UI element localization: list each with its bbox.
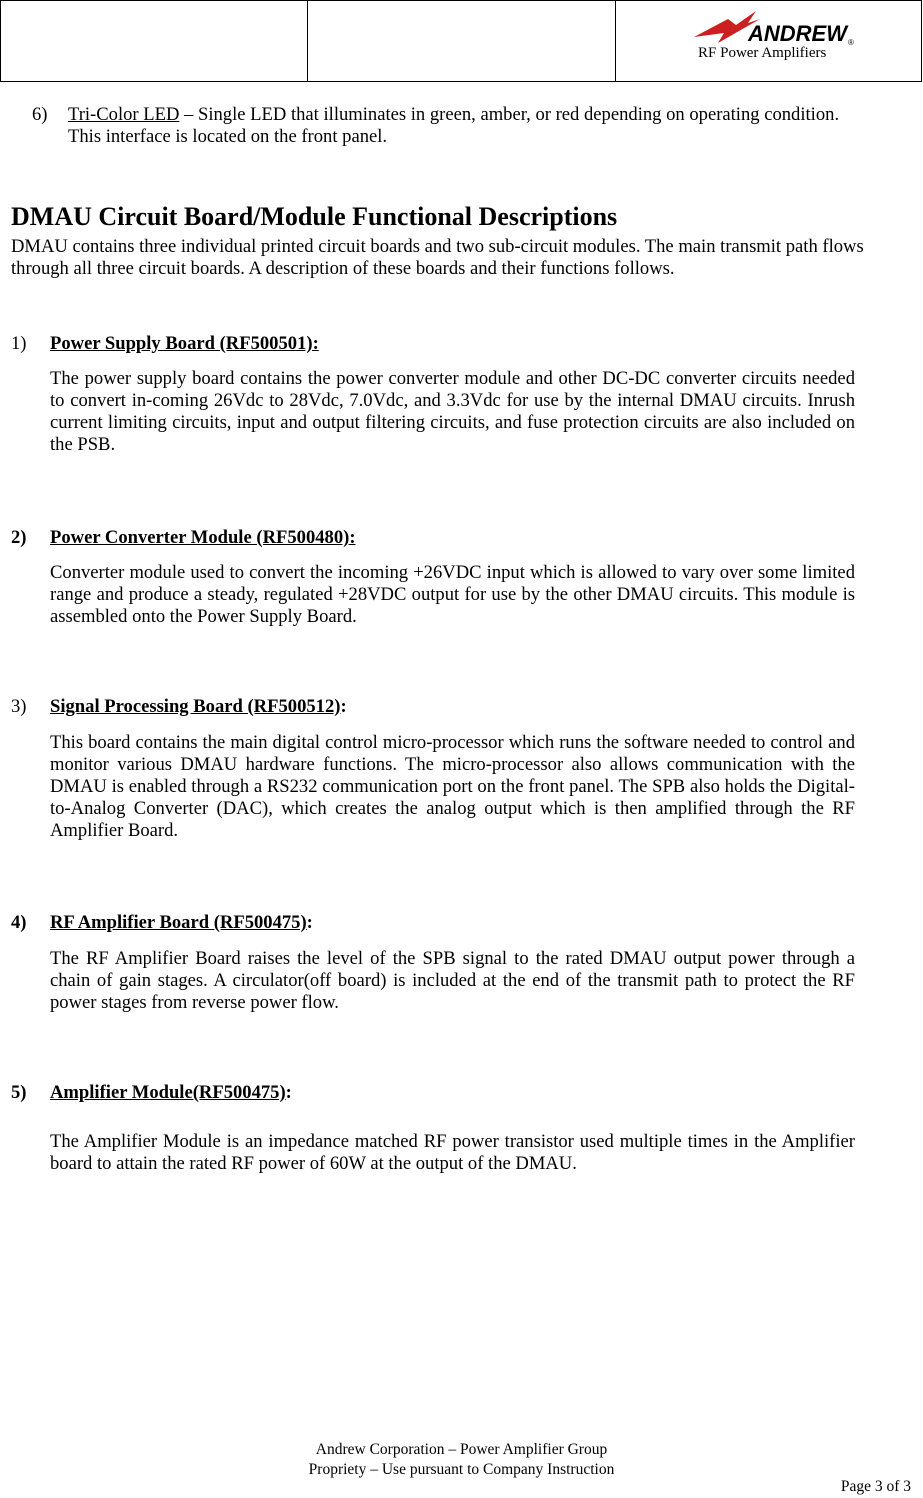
logo-wordmark: ANDREW (748, 21, 847, 46)
intro-item-title: Tri-Color LED (68, 104, 180, 125)
item-4-title: RF Amplifier Board (RF500475) (50, 912, 307, 933)
item-1-title-line (50, 333, 319, 355)
item-5-title-line (50, 1082, 292, 1104)
item-4-body: The RF Amplifier Board raises the level of the SPB signal to the rated DMAU output power through a chain of gain stages. A circulator(off board) is included at the end of the transmit path to protect the RF power stages from reverse power flow. (50, 948, 855, 1013)
section-intro: DMAU contains three individual printed circuit boards and two sub-circuit modules. The main transmit path flows through all three circuit boards. A description of these boards and their functions follows. (11, 236, 864, 279)
footer-line-2: Propriety – Use pursuant to Company Instruction (308, 1461, 615, 1478)
item-1-number: 1) (11, 333, 27, 354)
logo-trademark: ® (848, 38, 854, 47)
item-5-number: 5) (11, 1082, 27, 1103)
item-5-title-suffix: : (285, 1082, 292, 1103)
item-3-title: Signal Processing Board (RF500512) (50, 696, 341, 717)
item-1-title: Power Supply Board (RF500501): (50, 333, 319, 354)
item-2-number: 2) (11, 527, 27, 548)
andrew-logo (688, 7, 858, 49)
item-3-title-suffix: : (340, 696, 347, 717)
header-table (0, 0, 922, 82)
item-2-title-line (50, 527, 356, 549)
section-title: DMAU Circuit Board/Module Functional Descriptions (11, 202, 618, 231)
item-4-title-suffix: : (306, 912, 313, 933)
header-cell-left (1, 1, 308, 81)
logo-subtitle: RF Power Amplifiers (698, 45, 827, 61)
item-2-title: Power Converter Module (RF500480): (50, 527, 356, 548)
item-1-body: The power supply board contains the power converter module and other DC-DC converter circuits needed to convert in-coming 26Vdc to 28Vdc, 7.0Vdc, and 3.3Vdc for use by the internal DMAU circuits. Inrush current limiting circuits, input and output filtering circuits, and fuse protection circuits are also included on the PSB. (50, 368, 855, 455)
intro-item-text: – Single LED that illuminates in green, amber, or red depending on operating condition. This interface is located on the front panel. (68, 104, 840, 147)
intro-item-paragraph (68, 104, 863, 148)
item-2-body: Converter module used to convert the incoming +26VDC input which is allowed to vary over some limited range and produce a steady, regulated +28VDC output for use by the other DMAU circuits. This module is assembled onto the Power Supply Board. (50, 562, 855, 627)
item-4-title-line (50, 912, 313, 934)
item-5-body: The Amplifier Module is an impedance matched RF power transistor used multiple times in the Amplifier board to attain the rated RF power of 60W at the output of the DMAU. (50, 1131, 855, 1174)
item-4-number: 4) (11, 912, 27, 933)
header-cell-middle (308, 1, 616, 81)
footer-line-1: Andrew Corporation – Power Amplifier Group (315, 1441, 608, 1458)
item-3-title-line (50, 696, 347, 718)
item-3-number: 3) (11, 696, 27, 717)
item-5-title: Amplifier Module(RF500475) (50, 1082, 286, 1103)
item-3-body: This board contains the main digital control micro-processor which runs the software needed to control and monitor various DMAU hardware functions. The micro-processor also allows communication with the DMAU is enabled through a RS232 communication port on the front panel. The SPB also holds the Digital-to-Analog Converter (DAC), which creates the analog output which is then amplified through the RF Amplifier Board. (50, 732, 855, 841)
page-number: Page 3 of 3 (840, 1478, 911, 1495)
intro-item-number: 6) (32, 104, 48, 125)
header-cell-right (616, 1, 921, 81)
